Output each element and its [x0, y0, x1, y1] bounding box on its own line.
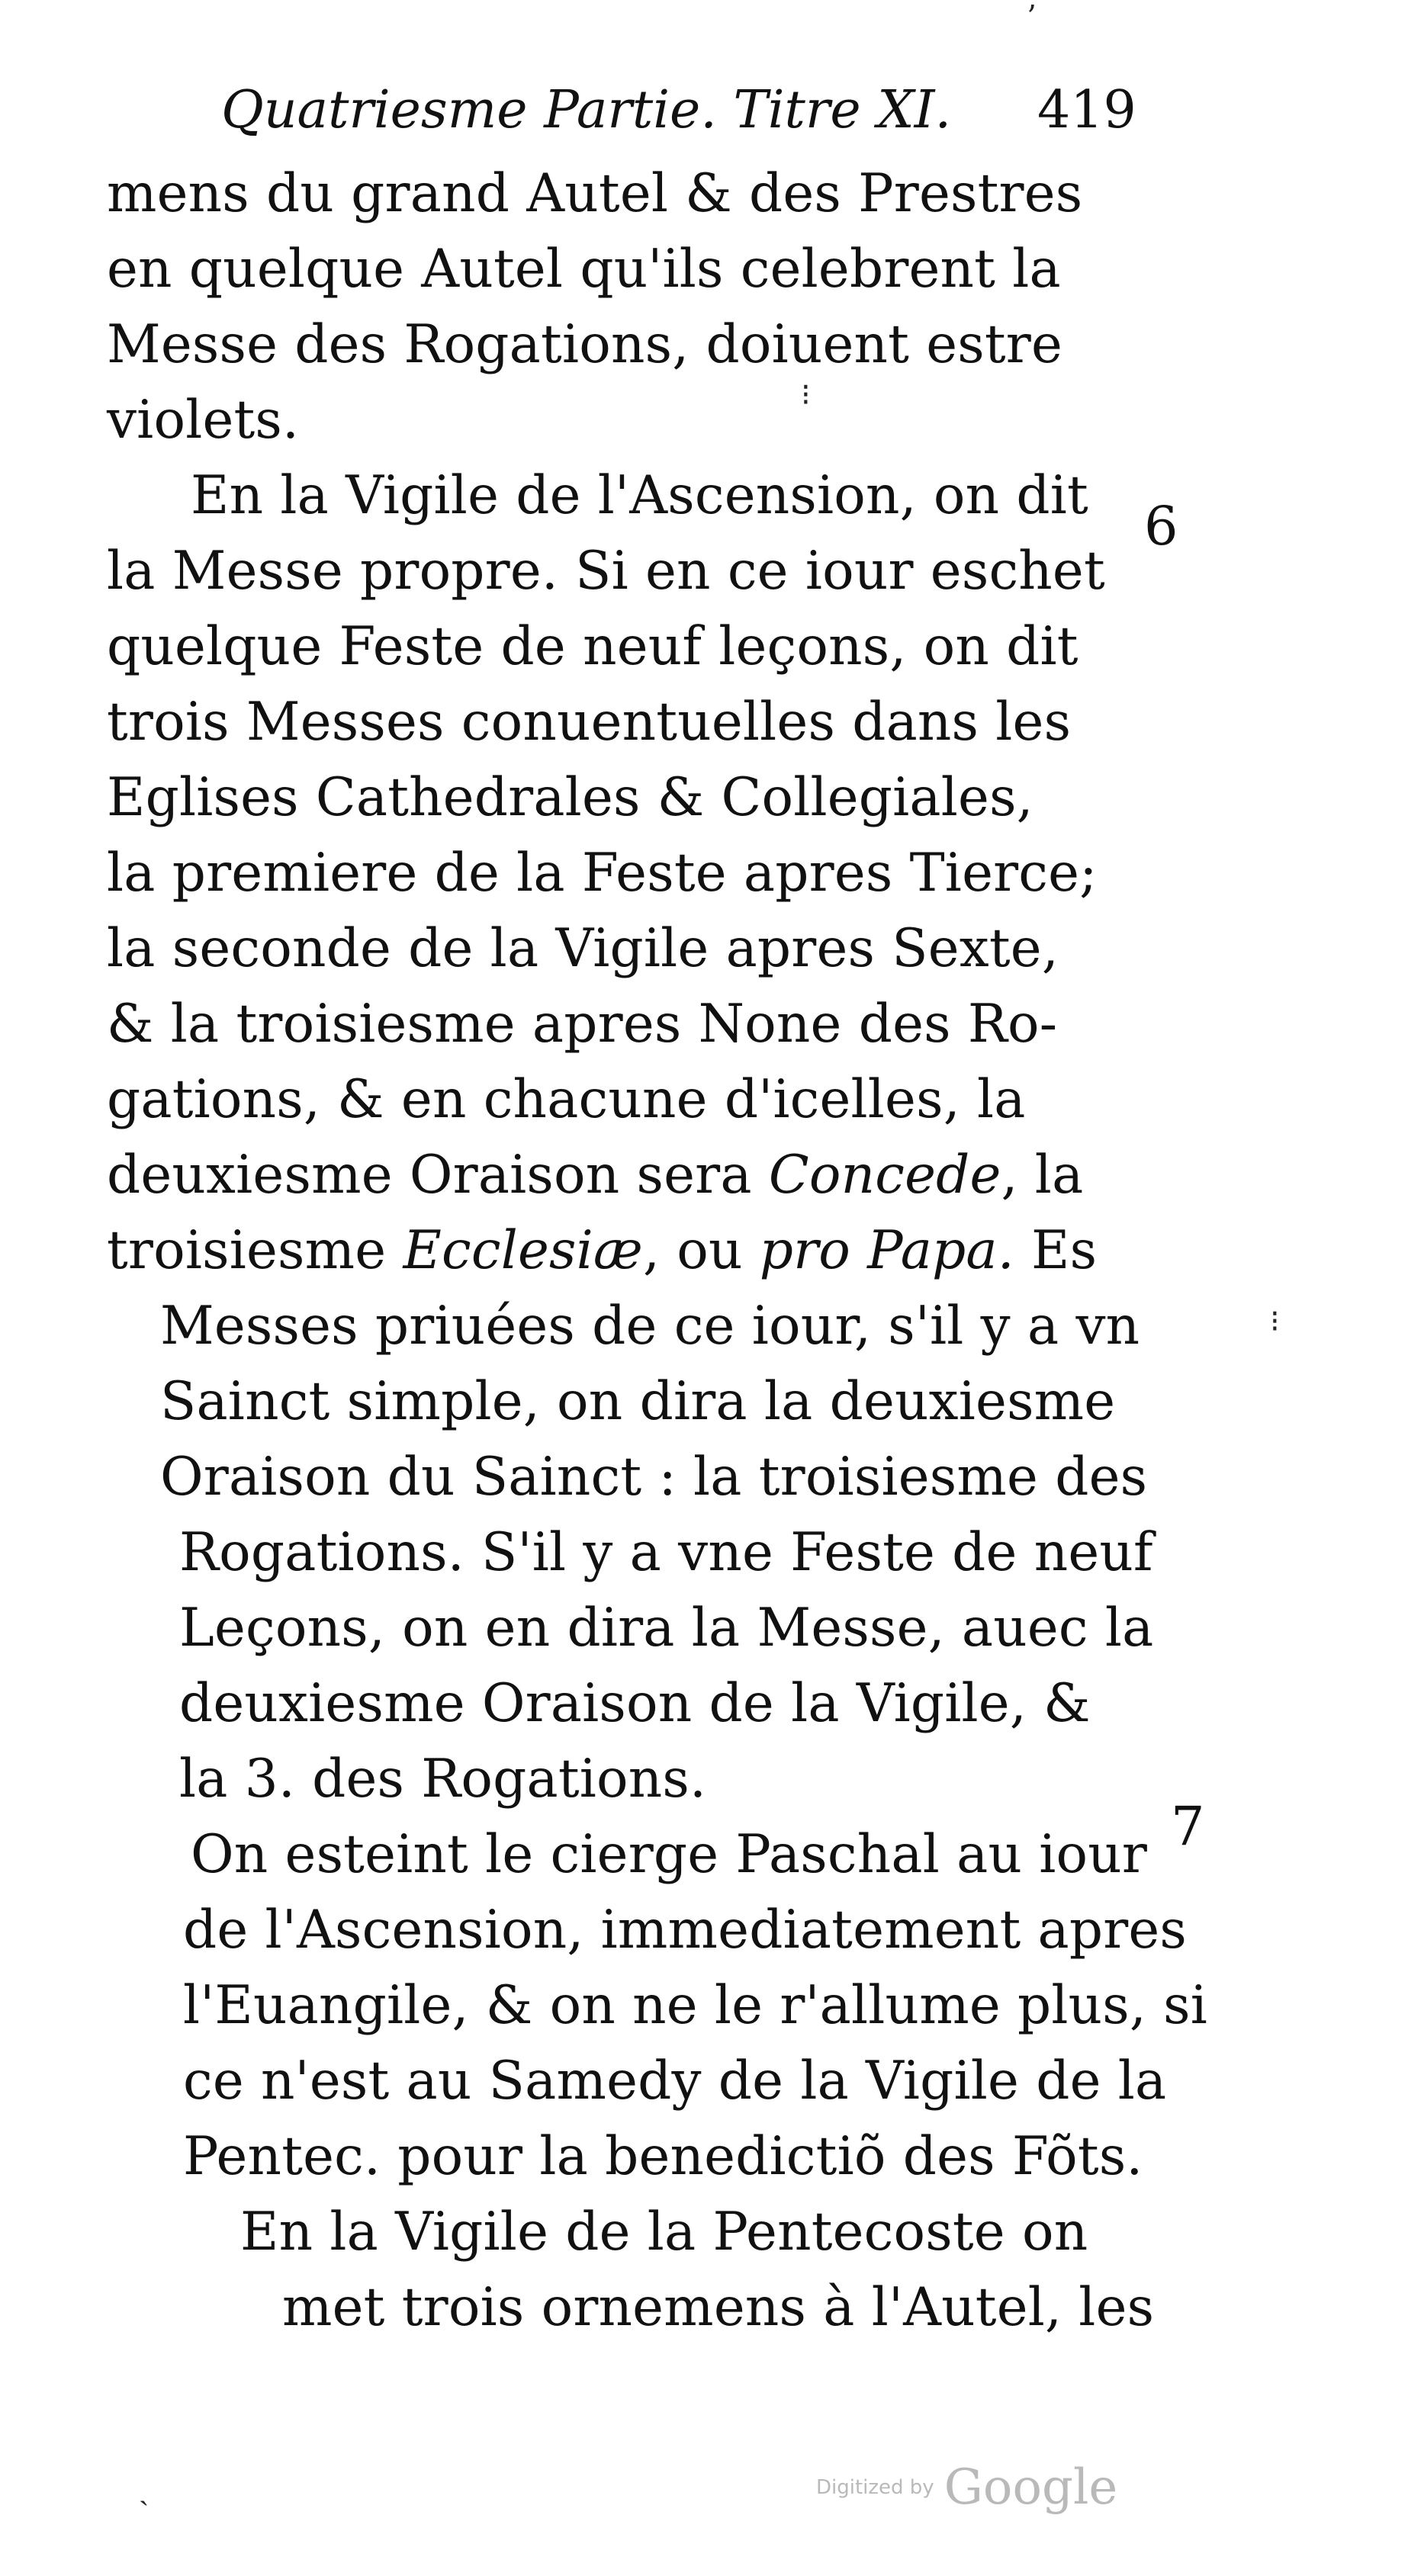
text-line: Messe des Rogations, doiuent estre: [107, 314, 1063, 375]
digitized-watermark: [816, 2459, 1117, 2516]
google-logo: Google: [943, 2459, 1118, 2516]
text-line-mixed: [107, 1213, 1190, 1289]
italic-word-ecclesiae: Ecclesiæ: [403, 1220, 643, 1281]
paragraph-start-line: On esteint le cierge Paschal au iour: [191, 1824, 1148, 1885]
text-line: quelque Feste de neuf leçons, on dit: [107, 616, 1079, 677]
text-line: ce n'est au Samedy de la Vigile de la: [183, 2051, 1167, 2112]
italic-word-concede: Concede: [768, 1145, 1001, 1206]
italic-word-pro-papa: pro Papa.: [759, 1220, 1014, 1281]
text-line: Leçons, on en dira la Messe, auec la: [179, 1598, 1154, 1659]
ink-mark: ⁝: [801, 377, 811, 413]
text-segment: , la: [1001, 1145, 1084, 1206]
text-line: la premiere de la Feste apres Tierce;: [107, 843, 1098, 904]
text-line: la seconde de la Vigile apres Sexte,: [107, 918, 1059, 979]
ink-mark: ⁝: [1270, 1304, 1280, 1339]
text-line: Oraison du Sainct : la troisiesme des: [160, 1447, 1148, 1508]
text-line: deuxiesme Oraison de la Vigile, &: [179, 1673, 1091, 1734]
text-line: met trois ornemens à l'Autel, les: [282, 2277, 1155, 2338]
text-segment: troisiesme: [107, 1220, 387, 1281]
digitized-by-label: Digitized by: [816, 2476, 934, 2499]
text-line: violets.: [107, 390, 300, 451]
text-segment: deuxiesme Oraison sera: [107, 1145, 752, 1206]
text-line: de l'Ascension, immediatement apres: [183, 1900, 1188, 1961]
paragraph-start-line: En la Vigile de l'Ascension, on dit: [191, 465, 1088, 526]
text-line: l'Euangile, & on ne le r'allume plus, si: [183, 1975, 1208, 2036]
text-line: la 3. des Rogations.: [179, 1749, 707, 1810]
margin-number: 6: [1144, 495, 1178, 557]
text-line: Rogations. S'il y a vne Feste de neuf: [179, 1522, 1153, 1583]
text-line: & la troisiesme apres None des Ro-: [107, 994, 1058, 1055]
text-line: Pentec. pour la benedictiõ des Fõts.: [183, 2126, 1143, 2187]
text-line: Messes priuées de ce iour, s'il y a vn: [160, 1296, 1140, 1357]
margin-number: 7: [1171, 1795, 1205, 1858]
text-line: trois Messes conuentuelles dans les: [107, 692, 1072, 753]
running-header: [221, 76, 1136, 145]
text-segment: Es: [1014, 1220, 1098, 1281]
text-line: la Messe propre. Si en ce iour eschet: [107, 541, 1105, 602]
ink-mark: ˎ: [139, 2472, 149, 2507]
text-line: Sainct simple, on dira la deuxiesme: [160, 1371, 1116, 1432]
text-line: mens du grand Autel & des Prestres: [107, 163, 1083, 224]
running-title: Quatriesme Partie. Titre XI.: [221, 80, 952, 140]
ink-mark: ʼ: [1026, 0, 1036, 35]
body-text: [107, 156, 1208, 2346]
text-line-mixed: [107, 1138, 1190, 1213]
page-number: 419: [1037, 80, 1136, 140]
paragraph-start-line: En la Vigile de la Pentecoste on: [240, 2202, 1088, 2263]
text-segment: , ou: [642, 1220, 760, 1281]
text-line: gations, & en chacune d'icelles, la: [107, 1069, 1026, 1130]
text-line: en quelque Autel qu'ils celebrent la: [107, 239, 1061, 300]
text-line: Eglises Cathedrales & Collegiales,: [107, 767, 1033, 828]
